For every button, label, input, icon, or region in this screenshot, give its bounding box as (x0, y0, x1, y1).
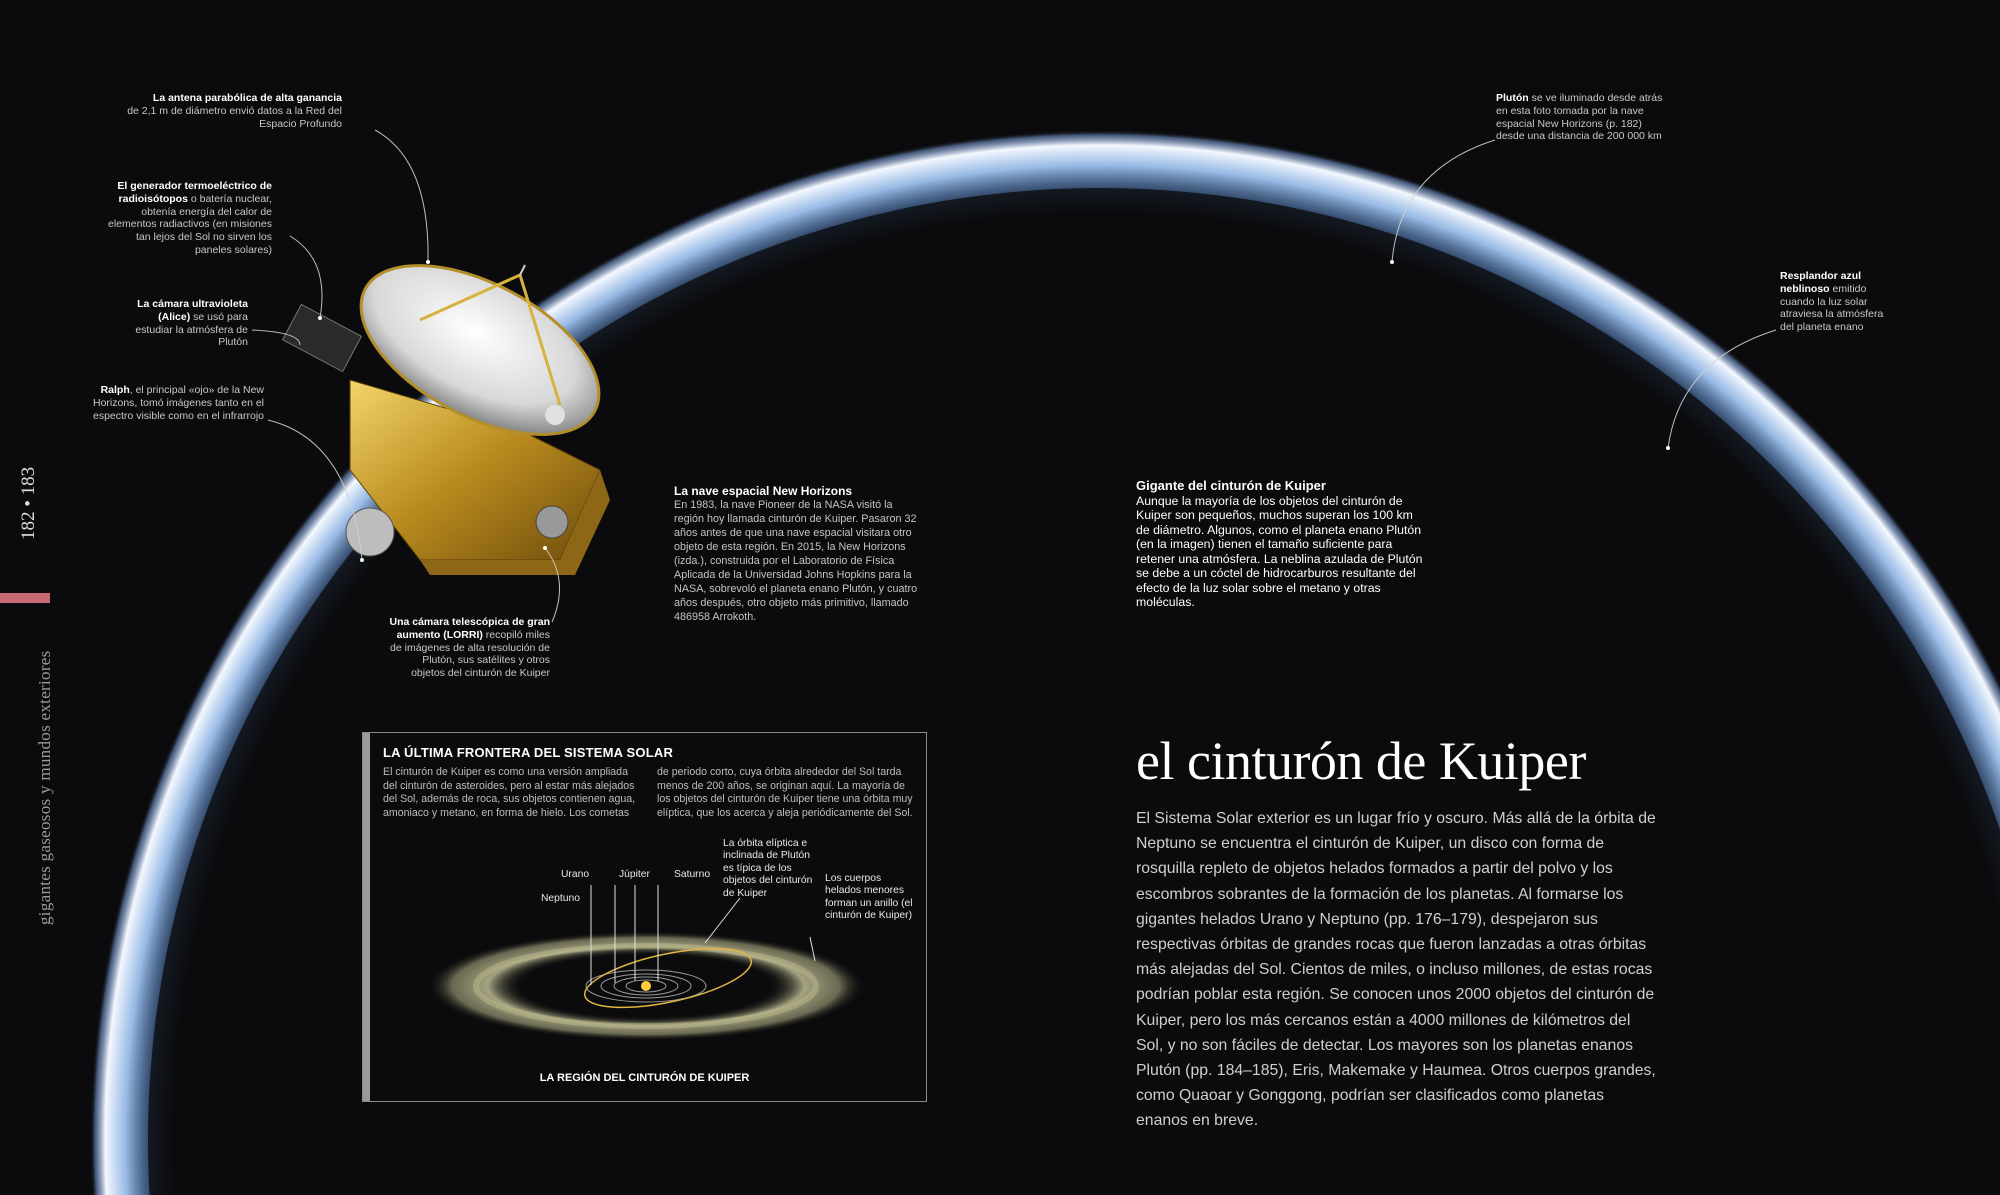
new-horizons-text: En 1983, la nave Pioneer de la NASA visitó la región hoy llamada cinturón de Kuiper. Pasaron 32 años antes de que una nave espacial visitara otro objeto de esta región. En 2015, la New Horizons (izda.), construida por el Laboratorio de Física Aplicada de la Universidad Johns Hopkins para la NASA, sobrevoló el planeta enano Plutón, y cuatro años después, otro objeto más primitivo, llamado 486958 Arrokoth. (674, 499, 918, 623)
label-pluto-orbit: La órbita elíptica e inclinada de Plutón es típica de los objetos del cinturón de Kuiper (723, 838, 813, 899)
annotation-generator: El generador termoeléctrico de radioisótopos o batería nuclear, obtenía energía del calor de elementos radiactivos (en misiones tan lejos del Sol no sirven los paneles solares) (108, 180, 272, 256)
annotation-lorri: Una cámara telescópica de gran aumento (LORRI) recopiló miles de imágenes de alta resolución de Plutón, sus satélites y otros objetos del cinturón de Kuiper (389, 616, 550, 680)
main-body-text: El Sistema Solar exterior es un lugar frío y oscuro. Más allá de la órbita de Neptuno se encuentra el cinturón de Kuiper, un disco con forma de rosquilla repleto de objetos helados formados a partir del polvo y los escombros sobrantes de la formación de los planetas. Al formarse los gigantes helados Urano y Neptuno (pp. 176–179), despejaron sus respectivas órbitas de grandes rocas que fueron lanzadas a otras órbitas más alejadas del Sol. Cientos de miles, o incluso millones, de estas rocas podrían poblar esta región. Se conocen unos 2000 objetos del cinturón de Kuiper, pero los más cercanos están a 4000 millones de kilómetros del Sol, y no son fáciles de detectar. Los mayores son los planetas enanos Plutón (pp. 184–185), Eris, Makemake y Haumea. Otros cuerpos grandes, como Quaoar y Gonggong, podrían ser clasificados como planetas enanos en breve. (1136, 810, 1656, 1130)
box-column-1: El cinturón de Kuiper es como una versión ampliada del cinturón de asteroides, pero al estar más alejados del Sol, además de roca, sus objetos contienen agua, amoniaco y metano, en forma de hielo. Los cometas (383, 766, 636, 820)
kuiper-giant-block (1136, 479, 1426, 610)
label-neptuno: Neptuno (541, 893, 580, 904)
annotation-alice: La cámara ultravioleta (Alice) se usó para estudiar la atmósfera de Plutón (135, 298, 248, 349)
annotation-antenna: La antena parabólica de alta ganancia de 2,1 m de diámetro envió datos a la Red del Espacio Profundo (127, 92, 342, 130)
kuiper-giant-title: Gigante del cinturón de Kuiper (1136, 478, 1326, 493)
page-edge-marker (0, 593, 50, 603)
kuiper-giant-text: Aunque la mayoría de los objetos del cinturón de Kuiper son pequeños, muchos superan los 100 km de diámetro. Algunos, como el planeta enano Plutón (en la imagen) tienen el tamaño suficiente para retener una atmósfera. La neblina azulada de Plutón se debe a un cóctel de hidrocarburos resultante del efecto de la luz solar sobre el metano y otras moléculas. (1136, 493, 1423, 609)
new-horizons-block (674, 484, 924, 624)
page-numbers: 182 • 183 (18, 466, 39, 540)
box-column-2: de periodo corto, cuya órbita alrededor del Sol tarda menos de 200 años, se originan aquí. La mayoría de los objetos del cinturón de Kuiper tiene una órbita muy elíptica, que los acerca y aleja periódicamente del Sol. (657, 766, 913, 820)
label-urano: Urano (561, 869, 590, 880)
label-saturno: Saturno (674, 869, 711, 880)
frontier-box (362, 732, 927, 1102)
box-title: LA ÚLTIMA FRONTERA DEL SISTEMA SOLAR (383, 745, 674, 760)
diagram-caption: LA REGIÓN DEL CINTURÓN DE KUIPER (539, 1072, 750, 1084)
annotation-pluto: Plutón se ve iluminado desde atrás en esta foto tomada por la nave espacial New Horizons (p. 182) desde una distancia de 200 000 km (1496, 92, 1663, 143)
annotation-ralph: Ralph, el principal «ojo» de la New Horizons, tomó imágenes tanto en el espectro visible como en el infrarrojo (92, 384, 264, 422)
label-jupiter: Júpiter (619, 869, 650, 880)
page-title: el cinturón de Kuiper (1136, 731, 1586, 791)
annotation-glow: Resplandor azul neblinoso emitido cuando la luz solar atraviesa la atmósfera del planeta enano (1780, 270, 1884, 334)
label-icy-bodies: Los cuerpos helados menores forman un anillo (el cinturón de Kuiper) (825, 873, 913, 922)
section-label: gigantes gaseosos y mundos exteriores (35, 650, 54, 925)
new-horizons-title: La nave espacial New Horizons (674, 484, 853, 498)
